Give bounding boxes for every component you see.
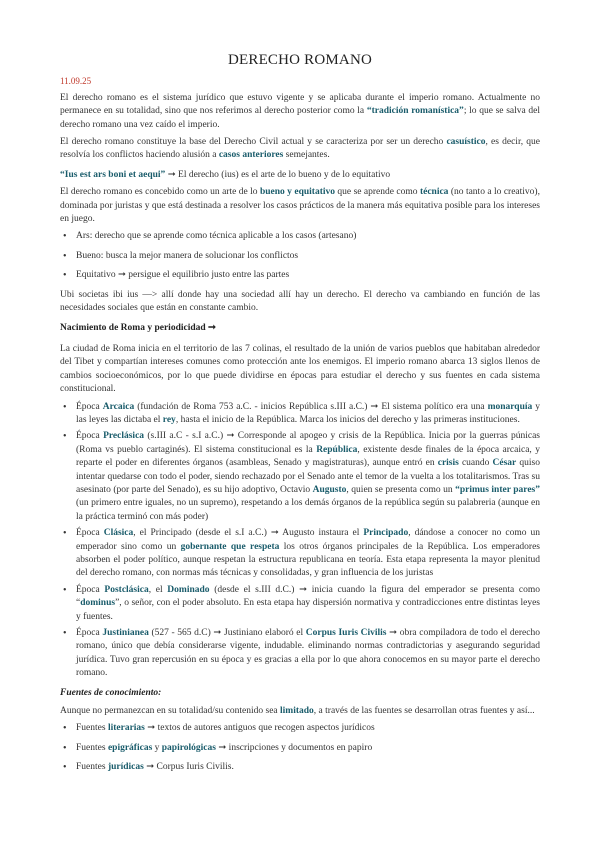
term-tecnica: técnica xyxy=(419,187,449,198)
list-item-epoca-justinianea: • Época Justinianea (527 - 565 d.C) ➞ Justiniano elaboró el Corpus Iuris Civilis ➞ obra compiladora de todo el derecho romano, único que debía considerarse vigente, indudable. eliminando normas contradictorias y asegurando seguridad jurídica. Tuvo gran repercusión en su época y es gracias a ella por lo que ahora conocemos en su mayor parte el derecho romano. xyxy=(60,627,540,681)
list-item-fuentes-epigraficas: • Fuentes epigráficas y papirológicas ➞ inscripciones y documentos en papiro xyxy=(60,742,540,755)
section-heading-roma: Nacimiento de Roma y periodicidad ➞ xyxy=(60,322,216,333)
list-item-fuentes-literarias: • Fuentes literarias ➞ textos de autores antiguos que recogen aspectos jurídicos xyxy=(60,722,540,735)
term-ius-est: “Ius est ars boni et aequi” xyxy=(60,169,166,180)
ars-list xyxy=(60,230,540,282)
list-item: • Equitativo ➞ persigue el equilibrio justo entre las partes xyxy=(60,269,540,282)
list-item: • Ars: derecho que se aprende como técnica aplicable a los casos (artesano) xyxy=(60,230,540,243)
term-bueno-equitativo: bueno y equitativo xyxy=(259,187,335,198)
list-item-fuentes-juridicas: • Fuentes jurídicas ➞ Corpus Iuris Civilis. xyxy=(60,761,540,774)
list-item-epoca-arcaica: • Época Arcaica (fundación de Roma 753 a.C. - inicios República s.III a.C.) ➞ El sistema político era una monarquía y las leyes las dictaba el rey, hasta el inicio de la República. Marca los inicios del derecho y las primeras instituciones. xyxy=(60,401,540,428)
intro-paragraph-1: El derecho romano es el sistema jurídico que estuvo vigente y se aplicaba durante el imperio romano. Actualmente no permanece en su totalidad, sino que nos referimos al derecho posterior como la “tradición romanística”; lo que se salva del derecho romano una vez caído el imperio. xyxy=(60,92,541,130)
intro-paragraph-2: El derecho romano constituye la base del Derecho Civil actual y se caracteriza por ser un derecho casuístico, es decir, que resolvía los conflictos haciendo alusión a casos anteriores semejantes. xyxy=(60,137,540,161)
section-heading-fuentes: Fuentes de conocimiento: xyxy=(60,687,162,698)
date-label: 11.09.25 xyxy=(60,76,92,87)
fuentes-list xyxy=(60,722,540,774)
intro-paragraph-3: El derecho romano es concebido como un arte de lo bueno y equitativo que se aprende como técnica (no tanto a lo creativo), dominada por juristas y que está destinada a resolver los casos prácticos de la manera más equitativa posible para los intereses en juego. xyxy=(60,187,540,225)
term-casos-anteriores: casos anteriores xyxy=(218,150,284,161)
term-casuistico: casuístico xyxy=(446,137,486,148)
list-item: • Bueno: busca la mejor manera de solucionar los conflictos xyxy=(60,250,540,263)
latin-quote: “Ius est ars boni et aequi” ➞ El derecho (ius) es el arte de lo bueno y de lo equitativo xyxy=(60,169,391,180)
list-item-epoca-postclasica: • Época Postclásica, el Dominado (desde el s.III d.C.) ➞ inicia cuando la figura del emperador se presenta como “dominus”, o señor, con el poder absoluto. En esta etapa hay dispersión normativa y contradicciones entre distintas leyes y fuentes. xyxy=(60,584,540,624)
fuentes-paragraph: Aunque no permanezcan en su totalidad/su contenido sea limitado, a través de las fuentes se desarrollan otras fuentes y así... xyxy=(60,706,535,717)
document-page xyxy=(60,54,540,781)
list-item-epoca-clasica: • Época Clásica, el Principado (desde el s.I a.C.) ➞ Augusto instaura el Principado, dándose a conocer no como un emperador sino como un gobernante que respeta los otros órganos principales de la República. Los emperadores absorben el poder político, aunque respetan la estructura republicana en teoría. Esta etapa representa la mayor plenitud del derecho romano, con normas más técnicas y consolidadas, y gran influencia de los juristas xyxy=(60,527,540,581)
epocas-list xyxy=(60,401,540,681)
page-title: DERECHO ROMANO xyxy=(227,52,373,68)
ubi-paragraph: Ubi societas ibi ius —> allí donde hay una sociedad allí hay un derecho. El derecho va cambiando en función de las necesidades sociales que están en constante cambio. xyxy=(60,289,540,314)
term-tradicion: “tradición romanística” xyxy=(366,106,464,117)
roma-paragraph: La ciudad de Roma inicia en el territorio de las 7 colinas, el resultado de la unión de varios pueblos que habitaban alrededor del Tibet y compartían intereses comunes como protección ante los enemigos. El imperio romano abarca 13 siglos llenos de cambios socioeconómicos, por lo que puede dividirse en épocas para estudiar el derecho y sus fuentes en cada sistema constitucional. xyxy=(60,343,540,395)
list-item-epoca-preclasica: • Época Preclásica (s.III a.C - s.I a.C.) ➞ Corresponde al apogeo y crisis de la República. Inicia por la guerras púnicas (Roma vs pueblo cartaginés). El sistema constitucional es la República, existente desde finales de la época arcaica, y reparte el poder en diferentes órganos (asambleas, Senado y magistraturas), aunque entró en crisis cuando César quiso intentar quedarse con todo el poder, siendo rechazado por el Senado ante el temor de la vuelta a los totalitarismos. Tras su asesinato (por parte del Senado), es su hijo adoptivo, Octavio Augusto, quien se presenta como un “primus inter pares” (un primero entre iguales, no un supremo), respetando a los demás órganos de la república según su palabreria (aunque en la práctica terminó con más poder) xyxy=(60,430,540,524)
